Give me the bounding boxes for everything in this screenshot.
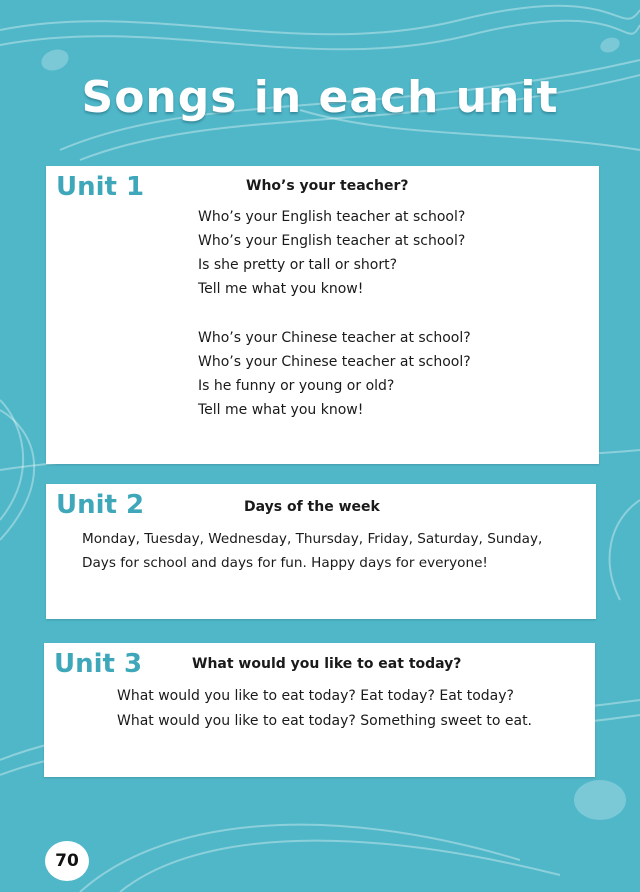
unit-1-lyric-line: Who’s your Chinese teacher at school? xyxy=(198,330,471,346)
unit-3-song-title: What would you like to eat today? xyxy=(192,656,462,672)
unit-3-lyric-line: What would you like to eat today? Eat today? Eat today? xyxy=(117,688,514,704)
unit-2-lyric-line: Days for school and days for fun. Happy days for everyone! xyxy=(82,555,488,571)
unit-2-song-title: Days of the week xyxy=(244,499,380,515)
unit-1-lyric-line: Tell me what you know! xyxy=(198,281,364,297)
page-title: Songs in each unit xyxy=(81,72,559,123)
unit-1-lyric-line: Is she pretty or tall or short? xyxy=(198,257,398,273)
unit-3-lyric-line: What would you like to eat today? Something sweet to eat. xyxy=(117,713,533,729)
unit-1-lyric-line: Who’s your English teacher at school? xyxy=(198,209,466,225)
unit-1-lyric-line: Is he funny or young or old? xyxy=(198,378,395,394)
unit-1-lyric-line: Who’s your Chinese teacher at school? xyxy=(198,354,471,370)
unit-1-song-title: Who’s your teacher? xyxy=(246,178,409,194)
page-number: 70 xyxy=(45,841,89,881)
unit-1-label: Unit 1 xyxy=(56,172,145,202)
unit-3-label: Unit 3 xyxy=(54,649,143,679)
unit-1-lyric-line: Who’s your English teacher at school? xyxy=(198,233,466,249)
unit-2-lyric-line: Monday, Tuesday, Wednesday, Thursday, Friday, Saturday, Sunday, xyxy=(82,531,543,547)
unit-1-lyric-line: Tell me what you know! xyxy=(198,402,364,418)
unit-2-label: Unit 2 xyxy=(56,490,145,520)
